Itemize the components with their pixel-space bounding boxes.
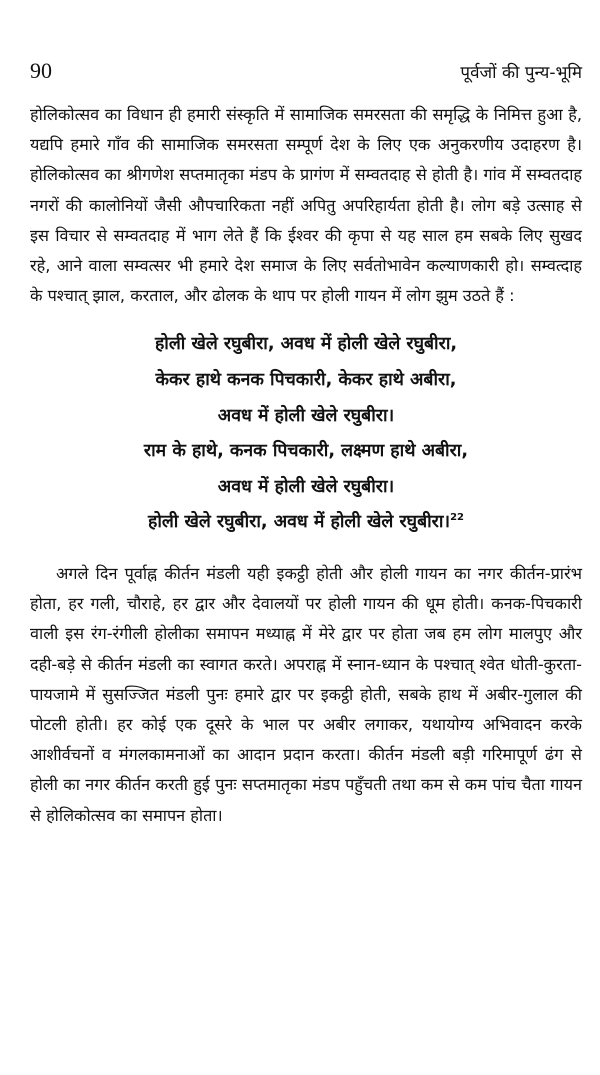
verse-line-4: राम के हाथे, कनक पिचकारी, लक्ष्मण हाथे अबीरा,: [143, 441, 469, 462]
verse-line-2: केकर हाथे कनक पिचकारी, केकर हाथे अबीरा,: [155, 370, 457, 391]
page-number: 90: [30, 58, 52, 83]
page-header: [30, 58, 582, 88]
verse-line-6-text: होली खेले रघुबीरा, अवध में होली खेले रघुबीरा।: [147, 512, 451, 533]
verse-line-3: अवध में होली खेले रघुबीरा।: [217, 405, 395, 426]
body-paragraph-2: अगले दिन पूर्वाह्न कीर्तन मंडली यही इकट्ठी होती और होली गायन का नगर कीर्तन-प्रारंभ होता, हर गली, चौराहे, हर द्वार और देवालयों पर होली गायन की धूम होती। कनक-पिचकारी वाली इस रंग-रंगीली होलीका समापन मध्याह्न में मेरे द्वार पर होता जब हम लोग मालपुए और दही-बड़े से कीर्तन मंडली का स्वागत करते। अपराह्न में स्नान-ध्यान के पश्चात् श्वेत धोती-कुरता-पायजामे में सुसज्जित मंडली पुनः हमारे द्वार पर इकट्ठी होती, सबके हाथ में अबीर-गुलाल की पोटली होती। हर कोई एक दूसरे के भाल पर अबीर लगाकर, यथायोग्य अभिवादन करके आशीर्वचनों व मंगलकामनाओं का आदान प्रदान करता। कीर्तन मंडली बड़ी गरिमापूर्ण ढंग से होली का नगर कीर्तन करती हुई पुनः सप्तमातृका मंडप पहुँचती तथा कम से कम पांच चैता गायन से होलिकोत्सव का समापन होता।: [30, 563, 582, 825]
body-paragraph-1: होलिकोत्सव का विधान ही हमारी संस्कृति में सामाजिक समरसता की समृद्धि के निमित्त हुआ है, यद्यपि हमारे गाँव की सामाजिक समरसता सम्पूर्ण देश के लिए एक अनुकरणीय उदाहरण है। होलिकोत्सव का श्रीगणेश सप्तमातृका मंडप के प्रागंण में सम्वतदाह से होती है। गांव में सम्वतदाह नगरों की कालोनियों जैसी औपचारिकता नहीं अपितु अपरिहार्यता होती है। लोग बड़े उत्साह से इस विचार से सम्वतदाह में भाग लेते हैं कि ईश्वर की कृपा से यह साल हम सबके लिए सुखद रहे, आने वाला सम्वत्सर भी हमारे देश समाज के लिए सर्वतोभावेन कल्याणकारी हो। सम्वत्दाह के पश्चात् झाल, करताल, और ढोलक के थाप पर होली गायन में लोग झुम उठते हैं :: [30, 105, 582, 306]
holi-song-verse: [30, 327, 582, 541]
footnote-reference[interactable]: 22: [450, 512, 465, 524]
book-page: [30, 58, 582, 831]
verse-line-5: अवध में होली खेले रघुबीरा।: [217, 476, 395, 497]
verse-line-1: होली खेले रघुबीरा, अवध में होली खेले रघुबीरा,: [154, 334, 458, 355]
running-title: पूर्वजों की पुन्य-भूमि: [460, 63, 582, 83]
verse-line-6: [30, 505, 582, 541]
